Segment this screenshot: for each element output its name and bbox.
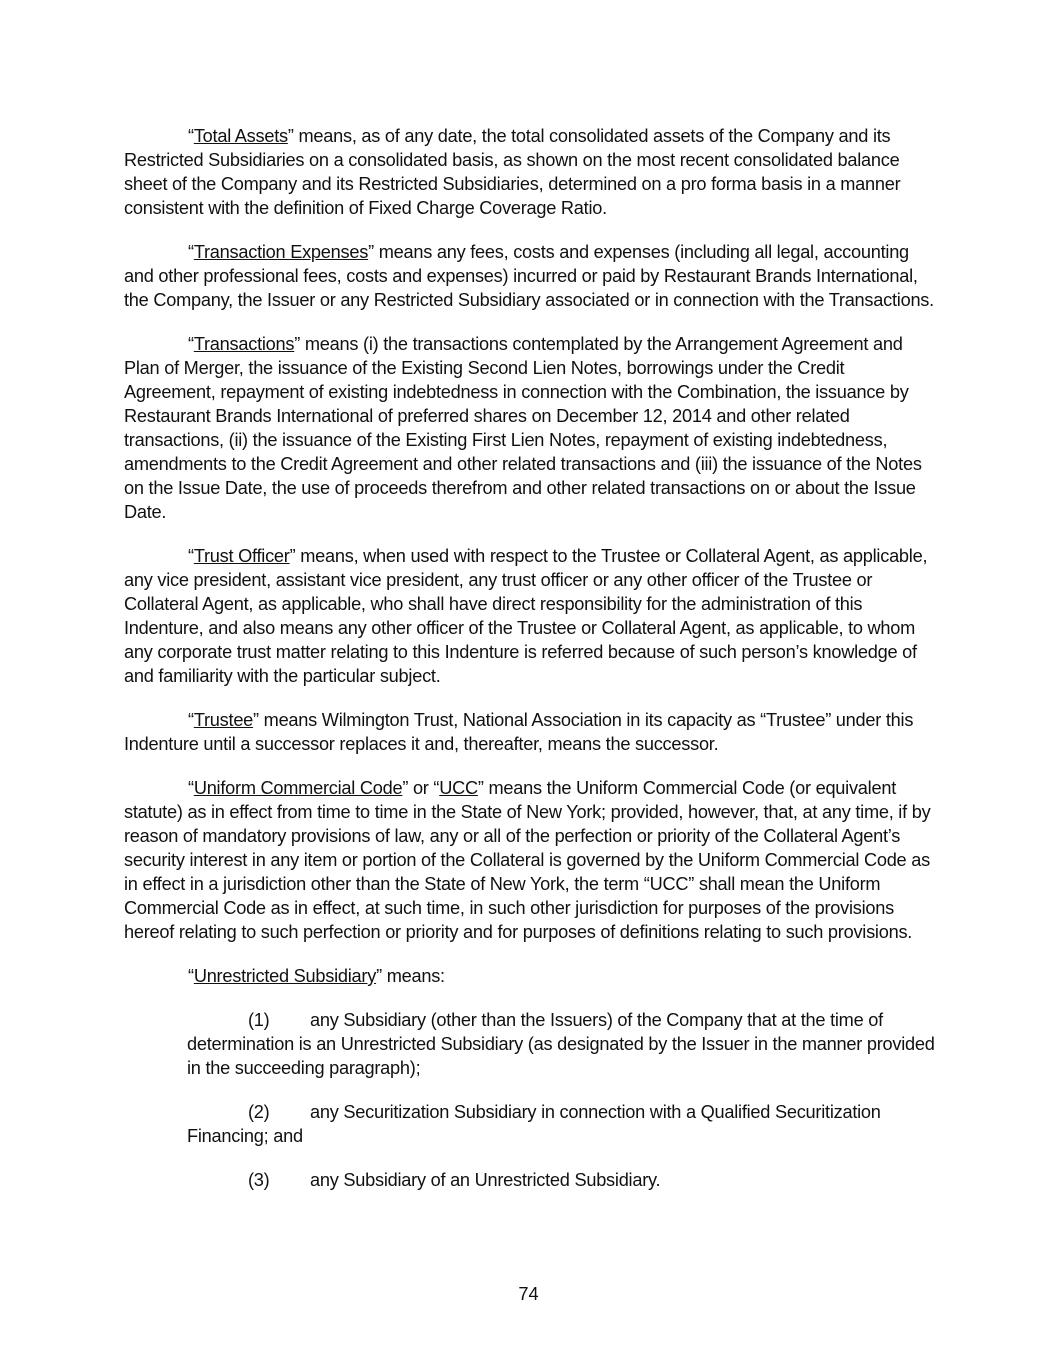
- open-quote: “: [188, 778, 194, 798]
- definition-trust-officer: [124, 544, 936, 688]
- page-content: [124, 124, 936, 1212]
- close-quote: ”: [368, 242, 374, 262]
- open-quote: “: [188, 242, 194, 262]
- definition-transaction-expenses: [124, 240, 936, 312]
- close-quote: ”: [289, 546, 296, 566]
- page-number: 74: [518, 1284, 539, 1304]
- close-quote: ”: [376, 966, 382, 986]
- defined-term: Transaction Expenses: [193, 242, 369, 262]
- list-item-number: (1): [248, 1010, 270, 1030]
- definition-body: means (i) the transactions contemplated by the Arrangement Agreement and Plan of Merger, the issuance of the Existing Second Lien Notes, borrowings under the Credit Agreement, repayment of existing indebtedness in connection with the Combination, the issuance by Restaurant Brands International of preferred shares on December 12, 2014 and other related transactions, (ii) the issuance of the Existing First Lien Notes, repayment of existing indebtedness, amendments to the Credit Agreement and other related transactions and (iii) the issuance of the Notes on the Issue Date, the use of proceeds therefrom and other related transactions on or about the Issue Date.: [124, 334, 922, 522]
- defined-term: Unrestricted Subsidiary: [193, 966, 377, 986]
- definition-body: means:: [381, 966, 445, 986]
- defined-term: Uniform Commercial Code: [193, 778, 403, 798]
- defined-term: Total Assets: [193, 126, 288, 146]
- list-item: [187, 1168, 936, 1192]
- definition-trustee: [124, 708, 936, 756]
- definition-total-assets: [124, 124, 936, 220]
- list-item-text: any Securitization Subsidiary in connection with a Qualified Securitization Financing; and: [187, 1102, 881, 1146]
- definition-body: means Wilmington Trust, National Association in its capacity as “Trustee” under this Indenture until a successor replaces it and, thereafter, means the successor.: [124, 710, 914, 754]
- open-quote: “: [188, 334, 194, 354]
- close-quote: ”: [287, 126, 294, 146]
- defined-term: Trust Officer: [193, 546, 290, 566]
- open-quote: “: [188, 126, 194, 146]
- list-item-text: any Subsidiary of an Unrestricted Subsidiary.: [310, 1170, 661, 1190]
- defined-term: Trustee: [193, 710, 254, 730]
- open-quote: “: [188, 966, 194, 986]
- defined-term: Transactions: [193, 334, 295, 354]
- definition-body: means, when used with respect to the Trustee or Collateral Agent, as applicable, any vice president, assistant vice president, any trust officer or any other officer of the Trustee or Collateral Agent, as applicable, who shall have direct responsibility for the administration of this Indenture, and also means any other officer of the Trustee or Collateral Agent, as applicable, to whom any corporate trust matter relating to this Indenture is referred because of such person’s knowledge of and familiarity with the particular subject.: [124, 546, 928, 686]
- definition-uniform-commercial-code: [124, 776, 936, 944]
- close-quote: ”: [294, 334, 301, 354]
- list-item: [187, 1100, 936, 1148]
- close-quote: ”: [253, 710, 259, 730]
- term-separator: ” or “: [402, 778, 440, 798]
- list-item-number: (3): [248, 1170, 270, 1190]
- definition-body: means, as of any date, the total consolidated assets of the Company and its Restricted Subsidiaries on a consolidated basis, as shown on the most recent consolidated balance sheet of the Company and its Restricted Subsidiaries, determined on a pro forma basis in a manner consistent with the definition of Fixed Charge Coverage Ratio.: [124, 126, 901, 218]
- list-item: [187, 1008, 936, 1080]
- definition-body: means the Uniform Commercial Code (or equivalent statute) as in effect from time to time in the State of New York; provided, however, that, at any time, if by reason of mandatory provisions of law, any or all of the perfection or priority of the Collateral Agent’s security interest in any item or portion of the Collateral is governed by the Uniform Commercial Code as in effect in a jurisdiction other than the State of New York, the term “UCC” shall mean the Uniform Commercial Code as in effect, at such time, in such other jurisdiction for purposes of the provisions hereof relating to such perfection or priority and for purposes of definitions relating to such provisions.: [124, 778, 931, 942]
- list-item-text: any Subsidiary (other than the Issuers) of the Company that at the time of determination is an Unrestricted Subsidiary (as designated by the Issuer in the manner provided in the succeeding paragraph);: [187, 1010, 935, 1078]
- defined-term-alias: UCC: [439, 778, 478, 798]
- open-quote: “: [188, 546, 194, 566]
- definition-unrestricted-subsidiary: [124, 964, 936, 988]
- definition-body: means any fees, costs and expenses (including all legal, accounting and other professional fees, costs and expenses) incurred or paid by Restaurant Brands International, the Company, the Issuer or any Restricted Subsidiary associated or in connection with the Transactions.: [124, 242, 934, 310]
- definition-transactions: [124, 332, 936, 524]
- open-quote: “: [188, 710, 194, 730]
- list-item-number: (2): [248, 1102, 270, 1122]
- close-quote: ”: [477, 778, 484, 798]
